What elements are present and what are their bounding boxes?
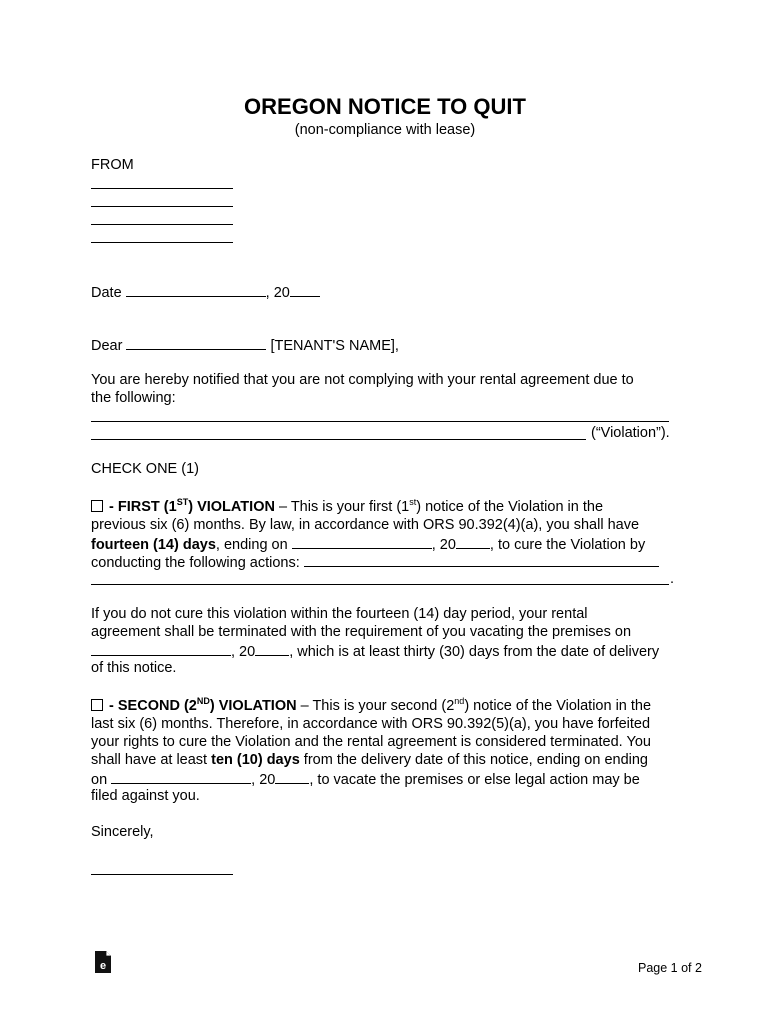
vacate-text: , which is at least thirty (30) days from the date of delivery xyxy=(289,644,660,660)
first-heading-pre: - FIRST (1 xyxy=(109,499,177,515)
notice-line-1: You are hereby notified that you are not complying with your rental agreement due to xyxy=(91,372,634,388)
first-actions-field-2[interactable] xyxy=(91,584,669,585)
document-logo-icon xyxy=(94,950,112,974)
tenant-name-field[interactable] xyxy=(126,335,266,350)
first-violation-line-1 xyxy=(91,498,603,516)
notice-line-2: the following: xyxy=(91,390,176,406)
second-vacate-year-field[interactable] xyxy=(275,769,309,784)
second-violation-checkbox[interactable] xyxy=(91,699,103,711)
second-delivery-text: from the delivery date of this notice, ending on ending xyxy=(299,752,648,768)
cure-line-2: agreement shall be terminated with the requirement of you vacating the premises on xyxy=(91,624,632,640)
first-violation-line-3 xyxy=(91,534,645,554)
first-year-prefix: , 20 xyxy=(431,537,456,553)
from-line-2[interactable] xyxy=(91,206,233,207)
date-label: Date xyxy=(91,285,122,301)
second-vacate-date-field[interactable] xyxy=(111,769,251,784)
first-violation-line-2: previous six (6) months. By law, in accordance with ORS 90.392(4)(a), you shall have xyxy=(91,517,640,533)
date-field[interactable] xyxy=(126,282,266,297)
second-violation-line-2: last six (6) months. Therefore, in accordance with ORS 90.392(5)(a), you have forfeited xyxy=(91,716,651,732)
svg-text:e: e xyxy=(99,960,107,972)
from-label: FROM xyxy=(91,157,134,173)
first-violation-line-4 xyxy=(91,552,659,572)
first-cure-text: , to cure the Violation by xyxy=(489,537,646,553)
cure-line-3 xyxy=(91,641,659,661)
violation-label: (“Violation”). xyxy=(591,425,670,441)
first-cure-year-field[interactable] xyxy=(456,534,490,549)
date-year-field[interactable] xyxy=(290,282,320,297)
second-violation-line-1 xyxy=(91,697,651,715)
second-violation-line-4 xyxy=(91,751,648,769)
cure-line-4: of this notice. xyxy=(91,660,177,676)
second-heading-post: ) VIOLATION xyxy=(209,698,297,714)
first-text-pre: – This is your first (1 xyxy=(274,499,410,515)
first-cure-date-field[interactable] xyxy=(292,534,432,549)
second-text-post: ) notice of the Violation in the xyxy=(464,698,652,714)
first-text-sup: st xyxy=(409,497,417,508)
page-number: Page 1 of 2 xyxy=(638,961,702,975)
sincerely-label: Sincerely, xyxy=(91,824,154,840)
first-ending-on: , ending on xyxy=(215,537,288,553)
vacate-date-field[interactable] xyxy=(91,641,231,656)
first-heading-post: ) VIOLATION xyxy=(188,499,275,515)
second-text-pre: – This is your second (2 xyxy=(296,698,455,714)
cure-line-1: If you do not cure this violation within the fourteen (14) day period, your rental xyxy=(91,606,588,622)
second-violation-line-6: filed against you. xyxy=(91,788,200,804)
first-violation-checkbox[interactable] xyxy=(91,500,103,512)
violation-line-1[interactable] xyxy=(91,421,669,422)
tenant-name-label: [TENANT'S NAME], xyxy=(270,338,399,354)
first-heading-sup: ST xyxy=(176,497,189,508)
document-subtitle: (non-compliance with lease) xyxy=(294,122,476,138)
second-violation-line-5 xyxy=(91,769,640,789)
second-heading-sup: ND xyxy=(196,696,210,707)
first-text-post: ) notice of the Violation in the xyxy=(416,499,604,515)
first-actions-end: . xyxy=(670,571,675,587)
dear-label: Dear xyxy=(91,338,123,354)
second-on: on xyxy=(91,772,108,788)
vacate-year-prefix: , 20 xyxy=(231,644,256,660)
first-actions-field-1[interactable] xyxy=(304,552,659,567)
second-at-least: shall have at least xyxy=(91,752,212,768)
from-line-1[interactable] xyxy=(91,188,233,189)
vacate-year-field[interactable] xyxy=(255,641,289,656)
second-heading-pre: - SECOND (2 xyxy=(109,698,197,714)
check-one-label: CHECK ONE (1) xyxy=(91,461,199,477)
second-days-bold: ten (10) days xyxy=(211,752,300,768)
second-vacate-text: , to vacate the premises or else legal action may be xyxy=(309,772,640,788)
second-year-prefix: , 20 xyxy=(251,772,276,788)
first-days-bold: fourteen (14) days xyxy=(91,537,216,553)
date-row xyxy=(91,282,320,302)
from-line-4[interactable] xyxy=(91,242,233,243)
date-year-prefix: , 20 xyxy=(265,285,290,301)
from-line-3[interactable] xyxy=(91,224,233,225)
violation-line-2[interactable] xyxy=(91,439,586,440)
second-violation-line-3: your rights to cure the Violation and the rental agreement is considered terminated. You xyxy=(91,734,651,750)
second-text-sup: nd xyxy=(454,696,465,707)
document-title: OREGON NOTICE TO QUIT xyxy=(244,94,526,119)
first-actions-label: conducting the following actions: xyxy=(91,555,300,571)
signature-line[interactable] xyxy=(91,874,233,875)
dear-row xyxy=(91,335,399,355)
